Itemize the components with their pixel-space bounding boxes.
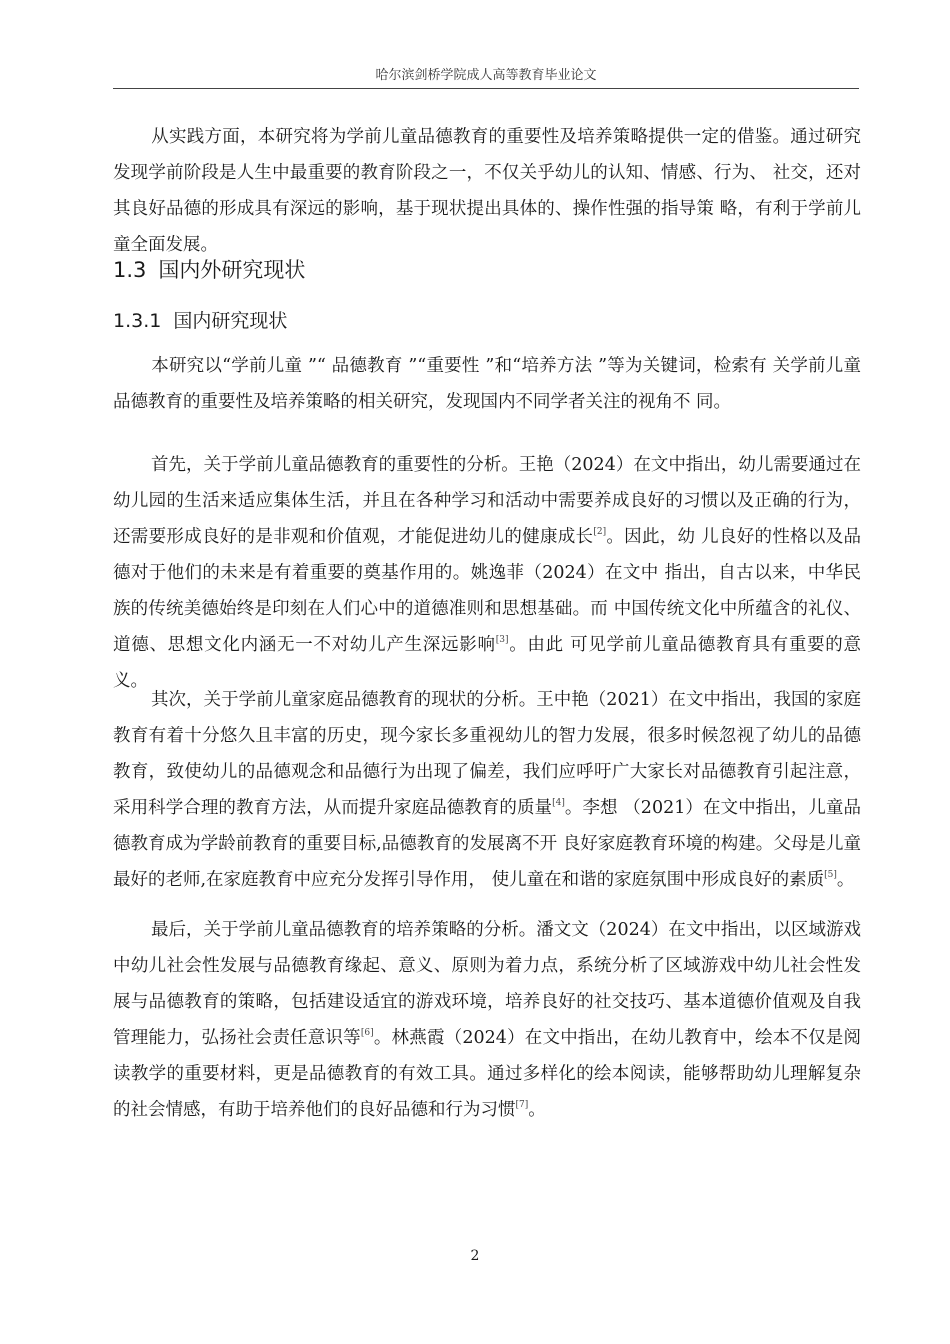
paragraph-text: 其次，关于学前儿童家庭品德教育的现状的分析。王中艳（2021）在文中指出，我国的家庭教育有着十分悠久且丰富的历史，现今家长多重视幼儿的智力发展，很多时候忽视了幼儿的品德教育，致使幼儿的品德观念和品德行为出现了偏差，我们应呼吁广大家长对品德教育引起注意，采用科学合理的教育方法，从而提升家庭品德教育的质量 <box>113 690 861 818</box>
paragraph-text: 最后，关于学前儿童品德教育的培养策略的分析。潘文文（2024）在文中指出，以区域游戏中幼儿社会性发展与品德教育缘起、意义、原则为着力点，系统分析了区域游戏中幼儿社会性发展与品德教育的策略，包括建设适宜的游戏环境，培养良好的社交技巧、基本道德价值观及自我管理能力，弘扬社会责任意识等 <box>113 920 861 1048</box>
subsection-number: 1.3.1 <box>113 310 162 332</box>
paragraph-keywords <box>113 348 861 420</box>
citation-7: [7] <box>515 1100 529 1110</box>
citation-6: [6] <box>360 1028 374 1038</box>
paragraph-text: 从实践方面，本研究将为学前儿童品德教育的重要性及培养策略提供一定的借鉴。通过研究发现学前阶段是人生中最重要的教育阶段之一，不仅关乎幼儿的认知、情感、行为、 社交，还对其良好品德的形成具有深远的影响，基于现状提出具体的、操作性强的指导策 略，有利于学前儿童全面发展。 <box>113 127 861 255</box>
paragraph-text: 。李想 （2021）在文中指出，儿童品德教育成为学龄前教育的重要目标,品德教育的发展离不开 良好家庭教育环境的构建。父母是儿童最好的老师,在家庭教育中应充分发挥引导作用， 使儿童在和谐的家庭氛围中形成良好的素质 <box>113 798 861 890</box>
section-heading-1-3-1 <box>113 306 287 333</box>
paragraph-text: 。 <box>836 870 855 890</box>
paragraph-practice <box>113 119 861 263</box>
section-heading-1-3 <box>113 254 305 284</box>
citation-3: [3] <box>495 635 509 645</box>
paragraph-family-education <box>113 682 861 898</box>
subsection-title: 国内研究现状 <box>173 310 288 332</box>
citation-2: [2] <box>593 527 607 537</box>
paragraph-text: 。 <box>528 1100 546 1120</box>
section-number: 1.3 <box>113 258 147 282</box>
paragraph-text: 。由此 可见学前儿童品德教育具有重要的意义。 <box>113 635 862 691</box>
paragraph-text: 首先，关于学前儿童品德教育的重要性的分析。王艳（2024）在文中指出，幼儿需要通过在幼儿园的生活来适应集体生活，并且在各种学习和活动中需要养成良好的习惯以及正确的行为，还需要形成良好的是非观和价值观，才能促进幼儿的健康成长 <box>113 455 861 547</box>
paragraph-text: 。林燕霞（2024）在文中指出，在幼儿教育中，绘本不仅是阅读教学的重要材料，更是品德教育的有效工具。通过多样化的绘本阅读，能够帮助幼儿理解复杂的社会情感，有助于培养他们的良好品德和行为习惯 <box>113 1028 861 1120</box>
citation-4: [4] <box>552 798 565 808</box>
header-rule <box>113 88 859 89</box>
section-title: 国内外研究现状 <box>158 258 306 282</box>
paragraph-text: 。因此，幼 儿良好的性格以及品德对于他们的未来是有着重要的奠基作用的。姚逸菲（2024）在文中 指出，自古以来，中华民族的传统美德始终是印刻在人们心中的道德准则和思想基础。而 中国传统文化中所蕴含的礼仪、道德、思想文化内涵无一不对幼儿产生深远影响 <box>113 527 862 655</box>
page-number: 2 <box>470 1248 480 1264</box>
paragraph-text: 本研究以“学前儿童 ”“ 品德教育 ”“重要性 ”和“培养方法 ”等为关键词，检索有 关学前儿童品德教育的重要性及培养策略的相关研究，发现国内不同学者关注的视角不 同。 <box>113 356 861 412</box>
citation-5: [5] <box>824 870 837 880</box>
paragraph-importance <box>113 447 861 699</box>
running-header: 哈尔滨剑桥学院成人高等教育毕业论文 <box>375 68 597 83</box>
paragraph-strategies <box>113 912 861 1128</box>
